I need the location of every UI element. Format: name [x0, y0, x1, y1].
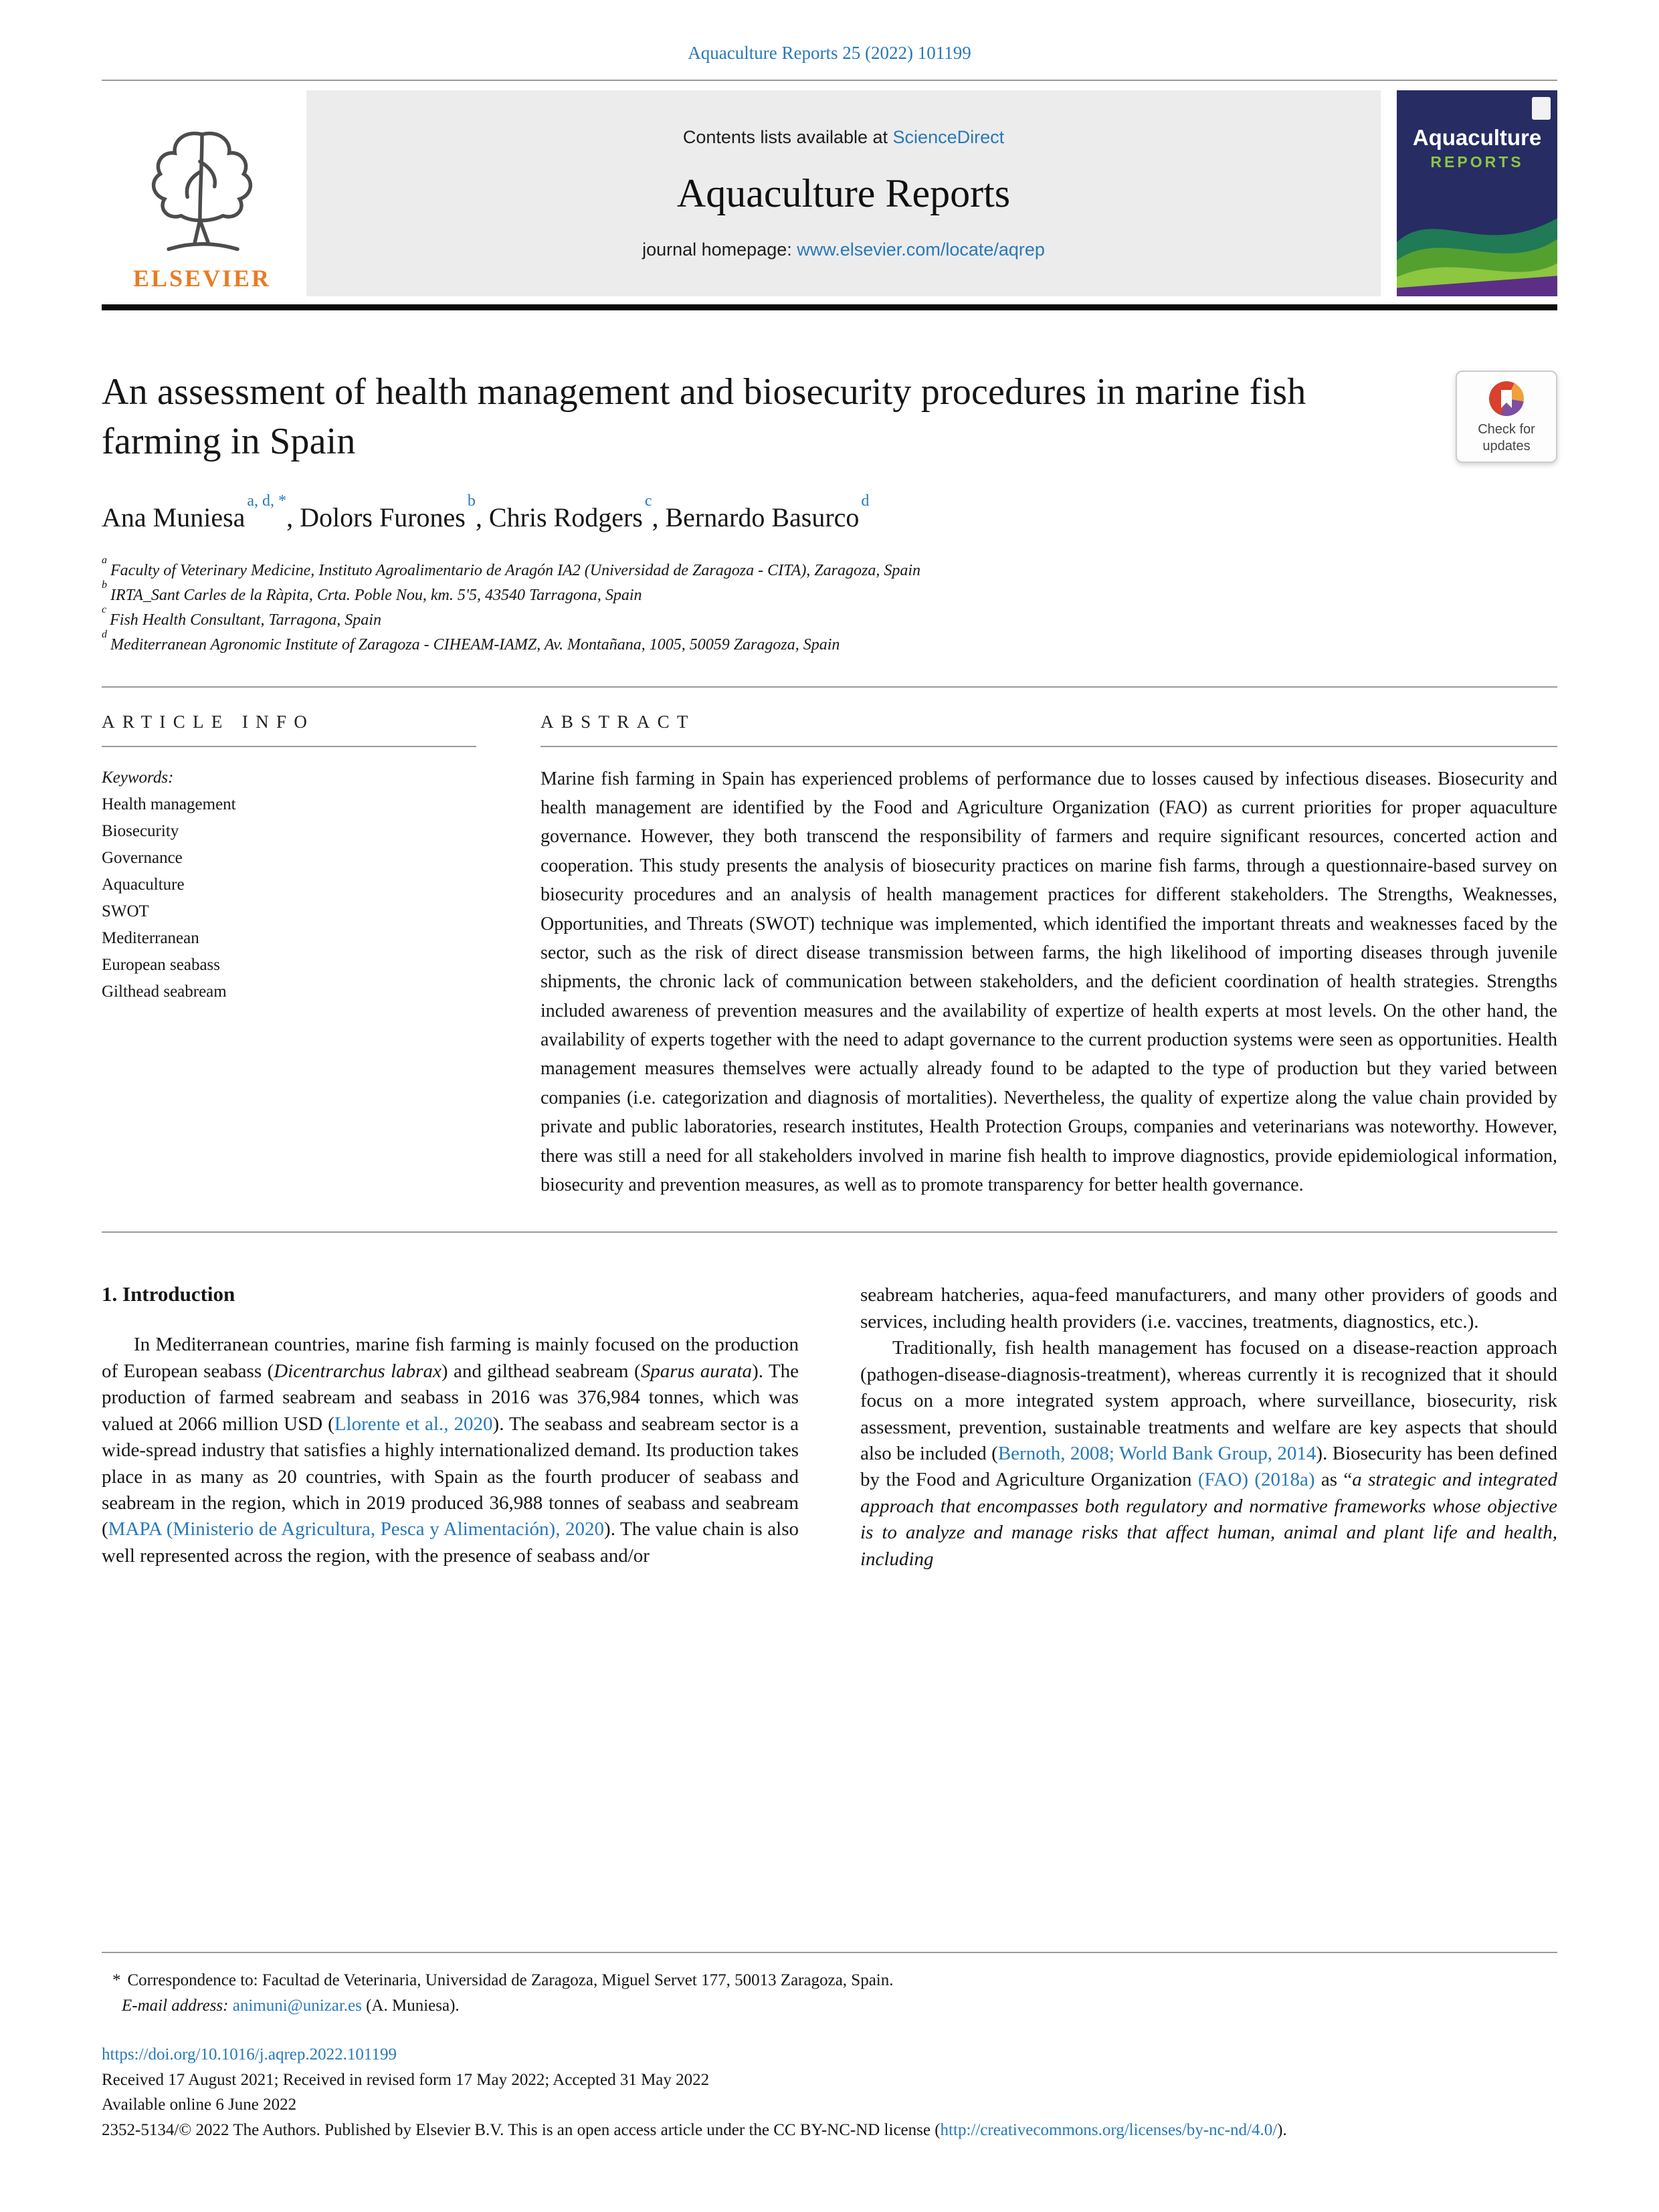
journal-name: Aquaculture Reports — [676, 171, 1011, 215]
journal-homepage-link[interactable]: www.elsevier.com/locate/aqrep — [797, 239, 1045, 260]
elsevier-logo — [102, 90, 302, 296]
affiliation-marker: b — [102, 579, 107, 591]
author-name: Bernardo Basurco — [665, 502, 860, 532]
crossmark-icon — [1489, 381, 1524, 416]
article-info-heading: ARTICLE INFO — [102, 711, 315, 732]
author-separator: , — [286, 502, 300, 532]
text-run: ). Biosecurity has been defined by the Food and Agriculture Organization — [860, 1443, 1557, 1491]
article-info-column — [102, 712, 476, 1200]
author-name: Dolors Furones — [300, 502, 466, 532]
author-separator: , — [475, 502, 489, 532]
license-suffix: ). — [1277, 2120, 1287, 2139]
affiliation-list — [102, 554, 1557, 658]
title-row — [102, 368, 1557, 467]
cover-elsevier-mark-icon — [1532, 97, 1551, 120]
abstract-column — [541, 712, 1557, 1200]
intro-paragraph-1-continued: seabream hatcheries, aqua-feed manufacturers, and many other providers of goods and services, including health providers (i.e. vaccines, treatments, diagnostics, etc.). — [860, 1284, 1557, 1332]
author-name: Ana Muniesa — [102, 502, 246, 532]
check-for-updates-label: Check for updates — [1478, 422, 1535, 454]
elsevier-wordmark: ELSEVIER — [132, 265, 272, 292]
doi-link[interactable]: https://doi.org/10.1016/j.aqrep.2022.101199 — [102, 2045, 397, 2064]
license-link[interactable]: http://creativecommons.org/licenses/by-nc-nd/4.0/ — [940, 2120, 1278, 2139]
cover-journal-subtitle: REPORTS — [1430, 153, 1524, 171]
text-run: Traditionally, fish health management has focused on a disease-reaction approach (pathogen-disease-diagnosis-treatment), whereas currently it is recognized that it should focus on a more integrated system approach, where surveillance, biosecurity, risk assessment, prevention, sustainable treatments and welfare are key aspects that should also be included ( — [860, 1337, 1557, 1465]
keyword: European seabass — [102, 955, 221, 974]
contents-text: Contents lists available at — [682, 126, 893, 147]
abstract-rule — [541, 746, 1557, 747]
article-info-rule — [102, 746, 476, 747]
text-run: ). The value chain is also well represented across the region, with the presence of seabass and/or — [102, 1518, 799, 1567]
text-run: In Mediterranean countries, marine fish farming is mainly focused on the production of European seabass ( — [102, 1334, 799, 1382]
check-for-updates-badge[interactable] — [1456, 371, 1557, 463]
affiliation-text: Mediterranean Agronomic Institute of Zaragoza - CIHEAM-IAMZ, Av. Montañana, 1005, 50059 Zaragoza, Spain — [110, 636, 840, 654]
keyword: Gilthead seabream — [102, 982, 227, 1001]
received-dates: Received 17 August 2021; Received in revised form 17 May 2022; Accepted 31 May 2022 — [102, 2070, 710, 2089]
intro-paragraph-1 — [102, 1332, 799, 1569]
journal-citation: Aquaculture Reports 25 (2022) 101199 — [688, 43, 971, 63]
text-run: as “ — [1314, 1469, 1353, 1491]
top-divider — [102, 80, 1557, 81]
keyword: SWOT — [102, 902, 149, 920]
footnote-divider — [102, 1952, 1557, 1953]
available-online: Available online 6 June 2022 — [102, 2096, 297, 2114]
doi-line — [102, 2042, 1557, 2068]
keyword: Health management — [102, 795, 236, 813]
email-label: E-mail address: — [122, 1996, 233, 2015]
homepage-line — [642, 239, 1045, 260]
email-line — [122, 1993, 1557, 2019]
keyword: Aquaculture — [102, 875, 185, 894]
affiliation-c — [102, 604, 1557, 633]
journal-masthead — [102, 90, 1557, 296]
masthead-divider-bar — [102, 304, 1557, 310]
citation-bernoth-worldbank[interactable]: Bernoth, 2008; World Bank Group, 2014 — [997, 1443, 1316, 1465]
article-title: An assessment of health management and biosecurity procedures in marine fish farming in Spain — [102, 371, 1306, 462]
author-3 — [488, 492, 666, 532]
author-1 — [102, 492, 300, 532]
elsevier-tree-icon — [139, 120, 265, 258]
affiliation-marker: a — [102, 554, 107, 566]
text-run: ) and gilthead seabream ( — [441, 1360, 641, 1382]
author-list — [102, 492, 1557, 533]
cover-journal-title: Aquaculture — [1412, 125, 1542, 150]
crossmark-flag-icon — [1501, 390, 1512, 408]
affiliation-marker: c — [102, 604, 107, 616]
author-affiliation-ref[interactable]: a, d, * — [247, 492, 287, 510]
text-run: ). The seabass and seabream sector is a wide-spread industry that satisfies a highly internationalized demand. Its production takes place in as many as 20 countries, with Spain as the fourth producer of seabass and seabream in the region, which in 2019 produced 36,988 tonnes of seabass and seabream ( — [102, 1413, 799, 1540]
correspondence-text: Correspondence to: Facultad de Veterinaria, Universidad de Zaragoza, Miguel Servet 177, 50013 Zaragoza, Spain. — [127, 1971, 894, 1989]
affiliation-d — [102, 629, 1557, 658]
author-affiliation-ref[interactable]: d — [861, 492, 870, 510]
text-run: ). The production of farmed seabream and seabass in 2016 was 376,984 tonnes, which was valued at 2066 million USD ( — [102, 1360, 799, 1435]
homepage-text: journal homepage: — [642, 239, 797, 260]
abstract-body-divider — [102, 1231, 1557, 1233]
citation-llorente-2020[interactable]: Llorente et al., 2020 — [334, 1413, 493, 1435]
keyword: Mediterranean — [102, 928, 199, 947]
intro-paragraph-2 — [860, 1335, 1557, 1573]
author-affiliation-ref[interactable]: b — [467, 492, 476, 510]
keyword: Biosecurity — [102, 821, 179, 840]
journal-banner — [306, 90, 1381, 296]
affiliation-marker: d — [102, 629, 107, 641]
author-name: Chris Rodgers — [488, 502, 643, 532]
article-body — [102, 1282, 1557, 1573]
author-separator: , — [652, 502, 666, 532]
affiliation-b — [102, 579, 1557, 608]
license-line — [102, 2118, 1557, 2143]
keywords-label: Keywords: — [102, 768, 174, 787]
cover-artwork — [1397, 176, 1557, 296]
abstract-text: Marine fish farming in Spain has experienced problems of performance due to losses caused by infectious diseases. Biosecurity and health management are identified by the Food and Agriculture Organization (FAO) as current priorities for proper aquaculture governance. However, they both transcend the responsibility of farmers and require significant resources, concerted action and cooperation. This study presents the analysis of biosecurity practices on marine fish farms, through a questionnaire-based survey on biosecurity procedures and an analysis of health management practices for different stakeholders. The Strengths, Weaknesses, Opportunities, and Threats (SWOT) technique was implemented, which identified the important threats and weaknesses faced by the sector, such as the risk of direct disease transmission between farms, the high likelihood of importing diseases through juvenile shipments, the chronic lack of communication between stakeholders, and the deficient coordination of health strategies. Strengths included awareness of prevention measures and the availability of expertize of health experts at most levels. On the other hand, the availability of experts together with the need to adapt governance to the current production systems were seen as opportunities. Health management measures themselves were actually already found to be adapted to the type of production but they varied between companies (i.e. categorization and diagnosis of mortalities). Nevertheless, the quality of expertize along the value chain provided by private and public laboratories, research institutes, Health Protection Groups, companies and veterinarians was noteworthy. However, there was still a need for all stakeholders involved in marine fish health to improve diagnostics, provide epidemiological information, biosecurity and prevention measures, as well as to promote transparency for better health governance. — [541, 768, 1557, 1196]
affiliation-a — [102, 554, 1557, 583]
citation-mapa-2020[interactable]: MAPA (Ministerio de Agricultura, Pesca y Alimentación), 2020 — [108, 1518, 605, 1540]
correspondence-note — [102, 1968, 1557, 1993]
contents-line — [683, 127, 1004, 148]
introduction-heading: 1. Introduction — [102, 1282, 235, 1306]
keyword: Governance — [102, 848, 183, 867]
body-column-left — [102, 1282, 799, 1573]
affiliation-text: Fish Health Consultant, Tarragona, Spain — [110, 611, 381, 629]
email-suffix: (A. Muniesa). — [361, 1996, 460, 2015]
body-column-right — [860, 1282, 1557, 1573]
quoted-definition: a strategic and integrated approach that encompasses both regulatory and normative frameworks whose objective is to analyze and manage risks that affect human, animal and plant life and health, including — [860, 1469, 1557, 1570]
affiliation-text: Faculty of Veterinary Medicine, Instituto Agroalimentario de Aragón IA2 (Universidad de Zaragoza - CITA), Zaragoza, Spain — [110, 561, 921, 579]
citation-fao-2018a[interactable]: (FAO) (2018a) — [1197, 1469, 1315, 1491]
email-link[interactable]: animuni@unizar.es — [232, 1996, 362, 2015]
abstract-heading: ABSTRACT — [541, 711, 696, 732]
author-2 — [300, 492, 489, 532]
footnote-star: * — [112, 1971, 121, 1989]
license-text: 2352-5134/© 2022 The Authors. Published by Elsevier B.V. This is an open access article under the CC BY-NC-ND license ( — [102, 2120, 941, 2139]
species-name: Sparus aurata — [640, 1360, 753, 1382]
affiliation-text: IRTA_Sant Carles de la Ràpita, Crta. Poble Nou, km. 5'5, 43540 Tarragona, Spain — [110, 587, 642, 604]
author-affiliation-ref[interactable]: c — [644, 492, 652, 510]
author-4 — [665, 492, 870, 532]
journal-cover[interactable] — [1397, 90, 1557, 296]
species-name: Dicentrarchus labrax — [274, 1360, 442, 1382]
info-abstract-section — [102, 688, 1557, 1200]
sciencedirect-link[interactable]: ScienceDirect — [892, 126, 1005, 147]
footnote-area — [102, 1952, 1557, 2142]
